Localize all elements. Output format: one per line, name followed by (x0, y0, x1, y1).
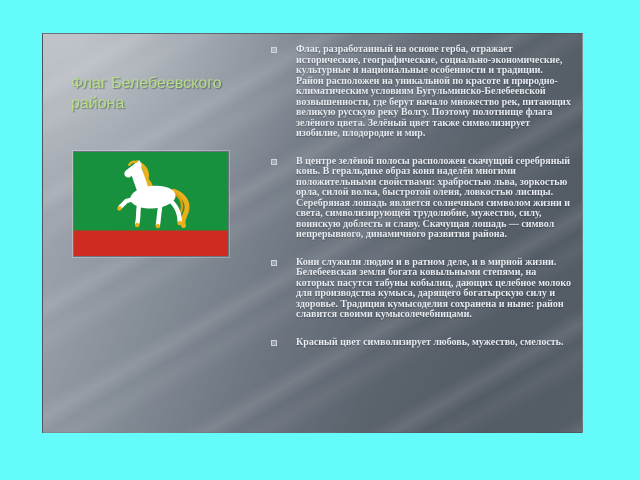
square-bullet-icon (271, 159, 277, 165)
bullet-text: Красный цвет символизирует любовь, мужество, смелость. (296, 336, 564, 348)
bullet-item (271, 45, 577, 140)
bullet-list (271, 45, 577, 365)
bullet-item (271, 157, 577, 241)
bullet-item (271, 258, 577, 321)
flag-image (73, 151, 229, 257)
flag-svg (74, 152, 228, 256)
bullet-text: В центре зелёной полосы расположен скачущий серебряный конь. В геральдике образ коня наделён многими положительными свойствами: храбростью льва, зоркостью орла, силой волка, быстротой оленя, ловкостью лисицы. Серебряная лошадь является солнечным символом жизни и света, символизирующей трудолюбие, мужество, силу, воинскую доблесть и славу. Скачущая лошадь — символ непрерывного, динамичного развития района. (296, 155, 571, 240)
presentation-slide (42, 33, 583, 433)
bullet-text: Кони служили людям и в ратном деле, и в мирной жизни. Белебеевская земля богата ковыльными степями, на которых пасутся табуны кобылиц, дающих целебное молоко для производства кумыса, дарящего богатырскую силу и здоровье. Традиция кумысоделия сохранена и ныне: район славится своими кумысолечебницами. (296, 256, 572, 320)
square-bullet-icon (271, 260, 277, 266)
square-bullet-icon (271, 340, 277, 346)
bullet-item (271, 338, 577, 349)
bullet-text: Флаг, разработанный на основе герба, отражает исторические, географические, социально-экономические, культурные и национальные особенности и традиции. Район расположен на уникальной по красоте и природно-климатическим условиям Бугульминско-Белебеевской возвышенности, где берут начало множество рек, питающих великую русскую реку Волгу. Поэтому полотнище флага зелёного цвета. Зелёный цвет также символизирует изобилие, плодородие и мир. (296, 44, 571, 139)
flag-red-stripe (74, 230, 228, 256)
square-bullet-icon (271, 47, 277, 53)
slide-title: Флаг Белебеевского района (71, 75, 222, 112)
